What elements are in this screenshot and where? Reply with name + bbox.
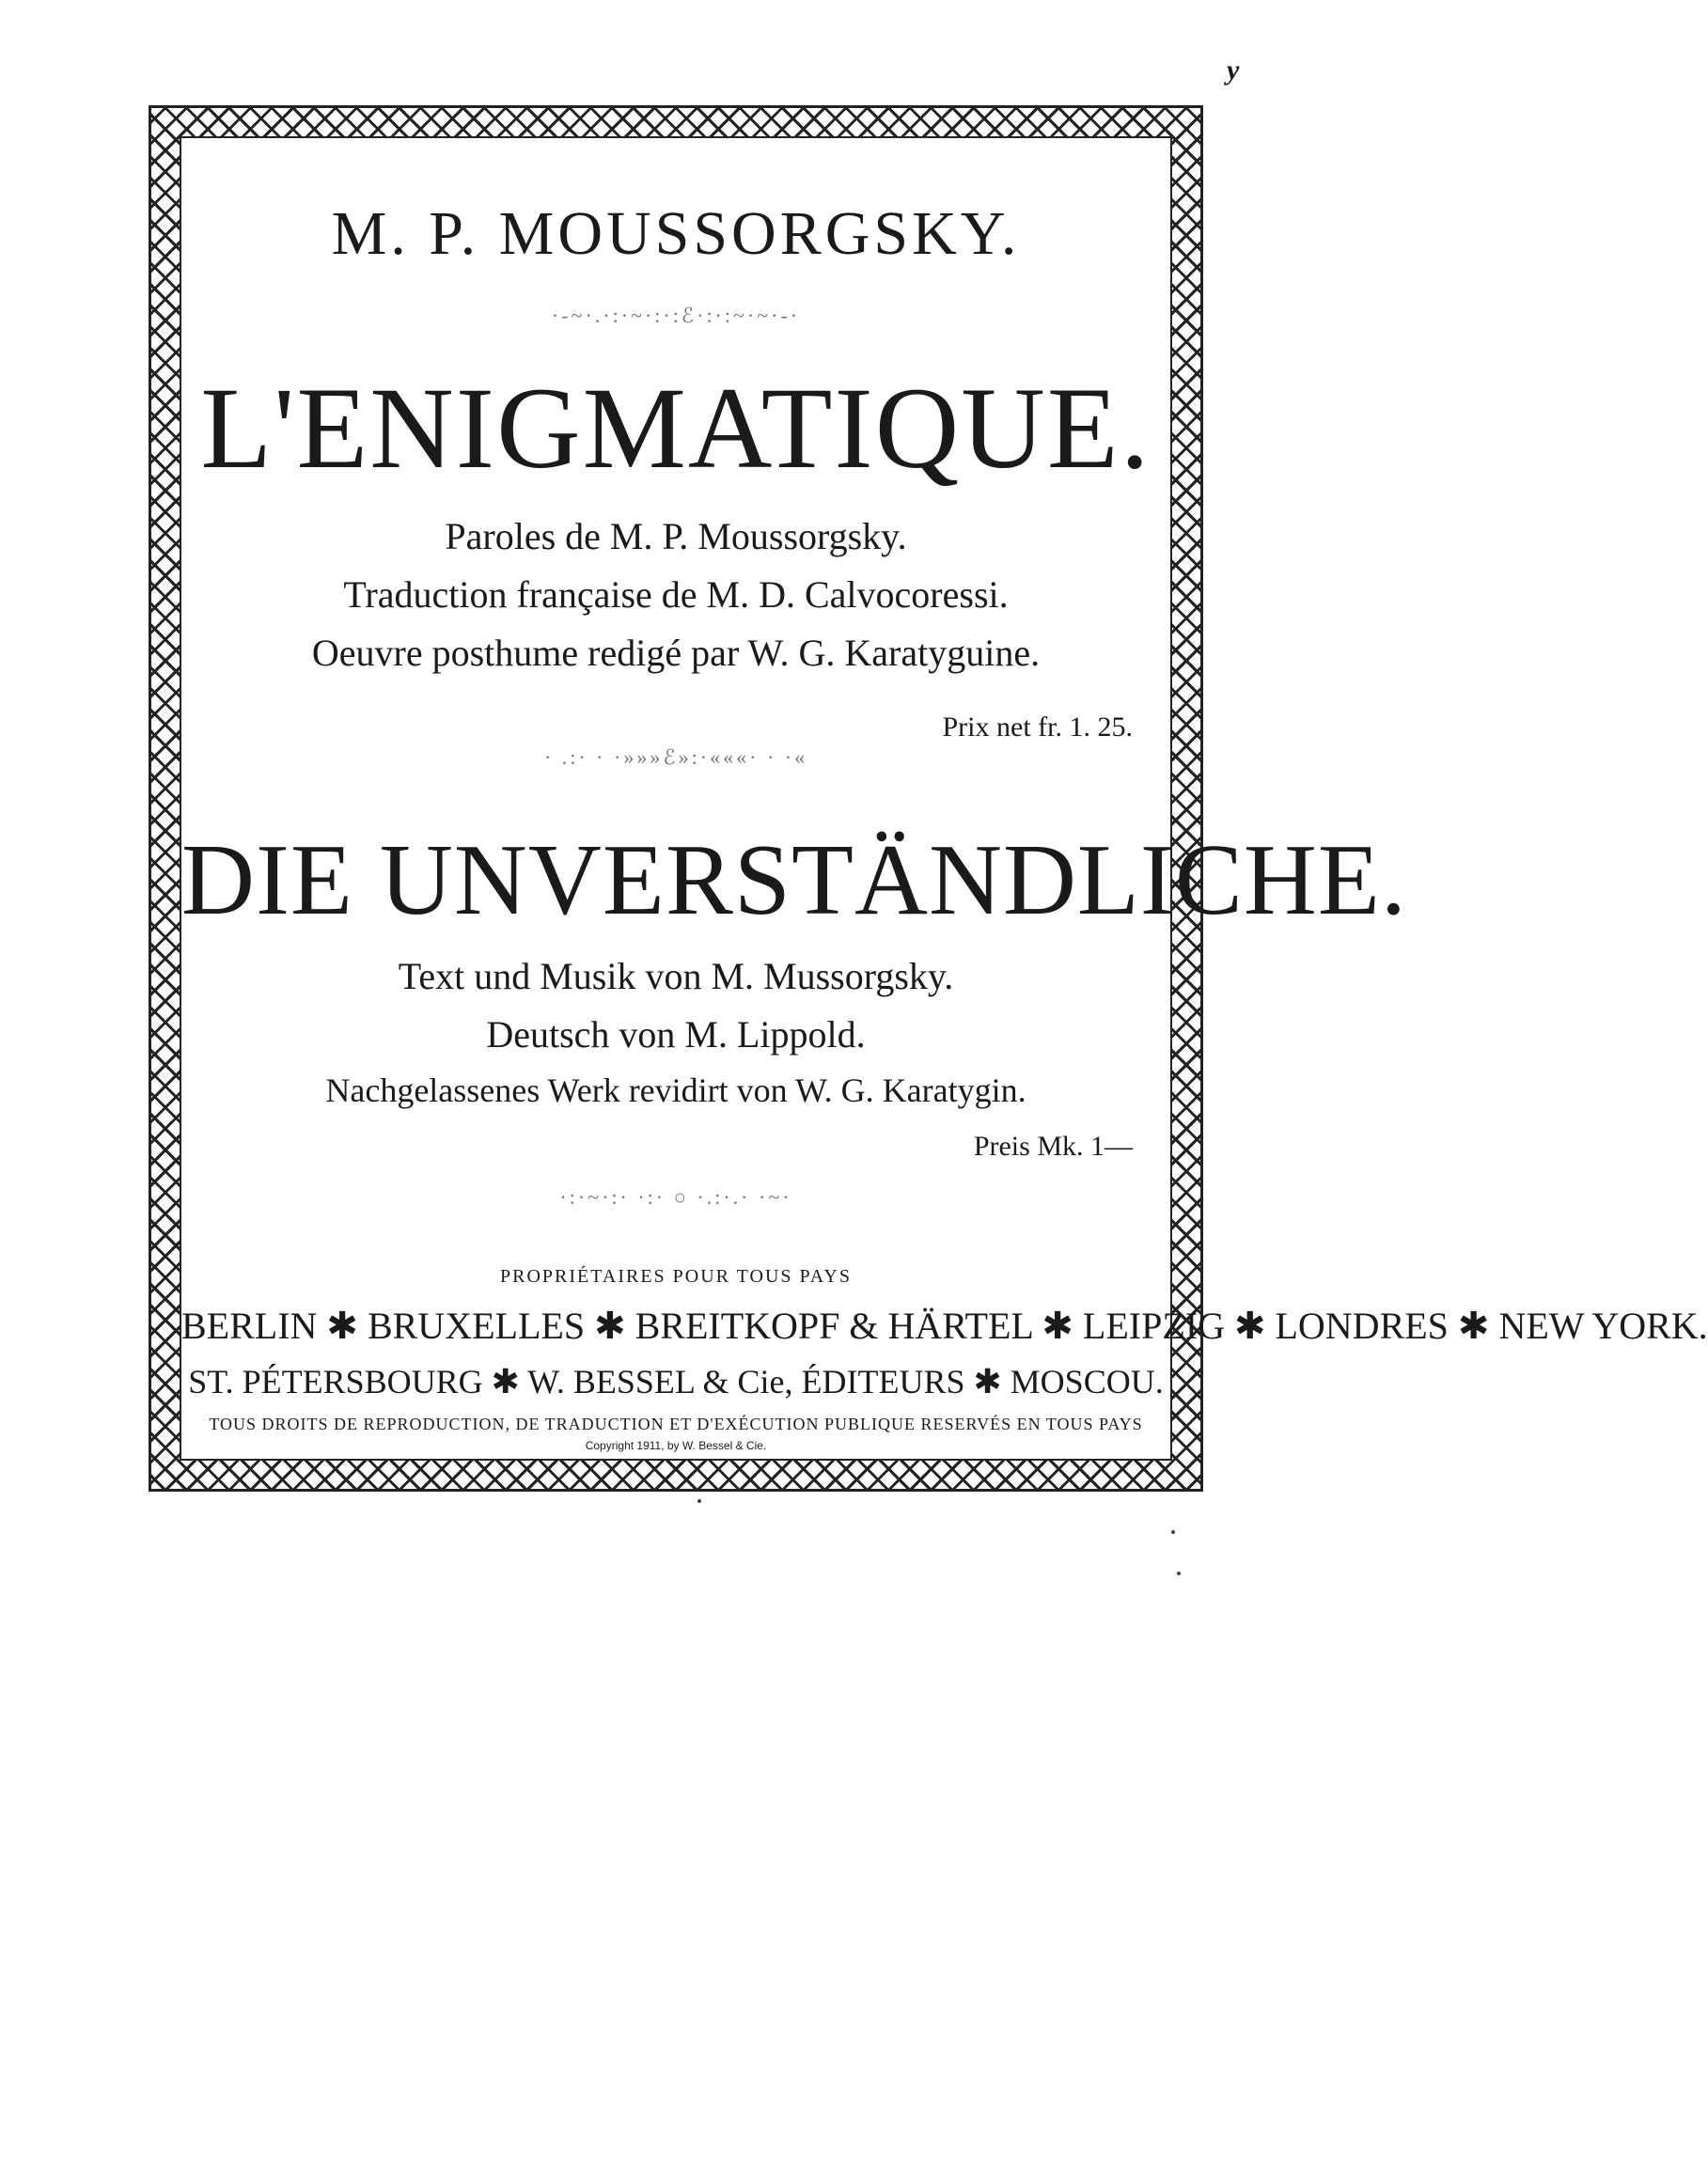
lyrics-credit-fr: Paroles de M. P. Moussorgsky. [445, 515, 907, 557]
proprietors-heading: PROPRIÉTAIRES POUR TOUS PAYS [500, 1266, 852, 1287]
price-french: Prix net fr. 1. 25. [942, 712, 1133, 743]
ornament-divider: · .:· · ·»»»ℰ»:·«««· · ·« [543, 745, 808, 769]
rights-notice: TOUS DROITS DE REPRODUCTION, DE TRADUCTION ET D'EXÉCUTION PUBLIQUE RESERVÉS EN TOUS PAYS [209, 1415, 1143, 1433]
ornament-divider: ·:·~·:· ·:· ○ ·.:·.· ·~· [559, 1185, 792, 1209]
ornamental-border [149, 105, 1708, 1492]
translation-credit-fr: Traduction française de M. D. Calvocoressi. [343, 573, 1009, 616]
editor-credit-de: Nachgelassenes Werk revidirt von W. G. Karatygin. [325, 1072, 1026, 1109]
scan-speck [697, 1499, 701, 1503]
scan-speck [1177, 1572, 1181, 1575]
copyright-notice: Copyright 1911, by W. Bessel & Cie. [585, 1439, 767, 1452]
scan-speck [1171, 1530, 1175, 1534]
publisher-line-2: ST. PÉTERSBOURG ✱ W. BESSEL & Cie, ÉDITEURS ✱ MOSCOU. [188, 1363, 1164, 1400]
ornament-divider: ·-~·.·:·~·:·:ℰ·:·:~·~·-· [551, 304, 801, 327]
price-german: Preis Mk. 1— [973, 1131, 1133, 1162]
editor-credit-fr: Oeuvre posthume redigé par W. G. Karatyguine. [311, 632, 1041, 674]
title-german: DIE UNVERSTÄNDLICHE. [181, 824, 1407, 936]
corner-mark: y [1227, 55, 1240, 86]
composer-name: M. P. MOUSSORGSKY. [331, 199, 1021, 268]
title-page [180, 136, 1708, 1461]
translation-credit-de: Deutsch von M. Lippold. [486, 1013, 866, 1056]
text-credit-de: Text und Musik von M. Mussorgsky. [398, 955, 954, 997]
publisher-line-1: BERLIN ✱ BRUXELLES ✱ BREITKOPF & HÄRTEL ✱ LEIPZIG ✱ LONDRES ✱ NEW YORK. [181, 1305, 1708, 1347]
title-french: L'ENIGMATIQUE. [200, 364, 1152, 493]
